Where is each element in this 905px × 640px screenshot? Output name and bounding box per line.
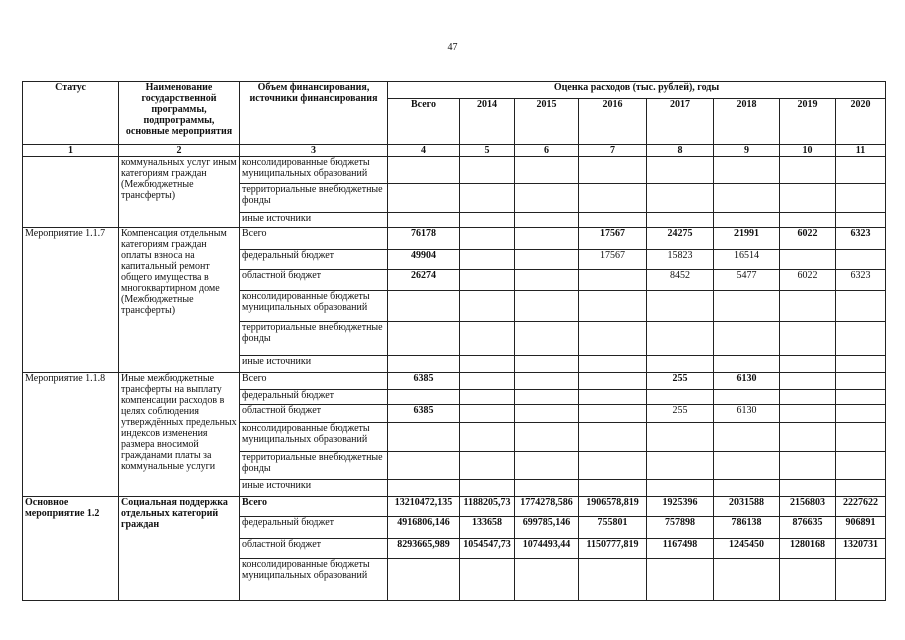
value-cell: 1150777,819	[579, 539, 647, 559]
value-cell	[388, 423, 460, 452]
value-cell	[515, 270, 579, 291]
value-cell: 1054547,73	[460, 539, 515, 559]
status-cell: Мероприятие 1.1.7	[23, 228, 119, 373]
value-cell: 1774278,586	[515, 497, 579, 517]
value-cell	[460, 356, 515, 373]
status-cell	[23, 157, 119, 228]
value-cell	[780, 373, 836, 390]
value-cell: 4916806,146	[388, 517, 460, 539]
header-year: 2016	[579, 99, 647, 145]
program-name-cell: Иные межбюджетные трансферты на выплату компенсации расходов в целях соблюдения утверждённых предельных индексов изменения размера вносимой гражданами платы за коммунальные услуги	[119, 373, 240, 497]
value-cell	[836, 390, 886, 405]
value-cell	[515, 390, 579, 405]
value-cell	[579, 157, 647, 184]
value-cell	[714, 157, 780, 184]
value-cell	[460, 250, 515, 270]
value-cell	[836, 213, 886, 228]
column-number: 5	[460, 145, 515, 157]
value-cell: 1925396	[647, 497, 714, 517]
value-cell	[836, 405, 886, 423]
table-row	[23, 228, 886, 250]
source-cell: консолидированные бюджеты муниципальных образований	[240, 559, 388, 601]
value-cell: 786138	[714, 517, 780, 539]
value-cell	[780, 390, 836, 405]
value-cell: 876635	[780, 517, 836, 539]
value-cell	[647, 184, 714, 213]
header-status: Статус	[23, 82, 119, 145]
program-name-cell: Компенсация отдельным категориям граждан оплаты взноса на капитальный ремонт общего имущества в многоквартирном доме (Межбюджетные трансферты)	[119, 228, 240, 373]
value-cell	[515, 322, 579, 356]
value-cell: 8293665,989	[388, 539, 460, 559]
value-cell: 6323	[836, 270, 886, 291]
value-cell	[460, 228, 515, 250]
source-cell: Всего	[240, 497, 388, 517]
header-volume: Объем финансирования, источники финансирования	[240, 82, 388, 145]
source-cell: территориальные внебюджетные фонды	[240, 322, 388, 356]
value-cell: 26274	[388, 270, 460, 291]
value-cell	[780, 452, 836, 480]
value-cell	[579, 213, 647, 228]
source-cell: иные источники	[240, 213, 388, 228]
value-cell	[780, 291, 836, 322]
column-number: 10	[780, 145, 836, 157]
value-cell: 6022	[780, 270, 836, 291]
source-cell: консолидированные бюджеты муниципальных образований	[240, 423, 388, 452]
header-estimate: Оценка расходов (тыс. рублей), годы	[388, 82, 886, 99]
value-cell	[515, 373, 579, 390]
header-total: Всего	[388, 99, 460, 145]
value-cell: 16514	[714, 250, 780, 270]
value-cell	[460, 213, 515, 228]
value-cell: 6130	[714, 373, 780, 390]
value-cell	[647, 423, 714, 452]
table-row	[23, 157, 886, 184]
value-cell	[579, 452, 647, 480]
value-cell	[836, 423, 886, 452]
value-cell: 906891	[836, 517, 886, 539]
value-cell: 1320731	[836, 539, 886, 559]
value-cell	[460, 423, 515, 452]
value-cell	[579, 559, 647, 601]
value-cell	[515, 157, 579, 184]
value-cell	[579, 291, 647, 322]
source-cell: иные источники	[240, 356, 388, 373]
table-row	[23, 373, 886, 390]
value-cell: 755801	[579, 517, 647, 539]
value-cell	[515, 291, 579, 322]
value-cell	[836, 480, 886, 497]
source-cell: консолидированные бюджеты муниципальных образований	[240, 291, 388, 322]
column-number: 3	[240, 145, 388, 157]
value-cell	[714, 423, 780, 452]
value-cell	[388, 291, 460, 322]
page-number: 47	[447, 42, 458, 53]
value-cell	[647, 291, 714, 322]
value-cell	[515, 423, 579, 452]
table-row	[23, 497, 886, 517]
value-cell: 6385	[388, 373, 460, 390]
value-cell: 2227622	[836, 497, 886, 517]
value-cell: 21991	[714, 228, 780, 250]
value-cell	[579, 423, 647, 452]
value-cell	[714, 452, 780, 480]
value-cell: 13210472,135	[388, 497, 460, 517]
value-cell	[579, 390, 647, 405]
value-cell	[460, 322, 515, 356]
value-cell	[836, 322, 886, 356]
value-cell	[647, 480, 714, 497]
value-cell: 1280168	[780, 539, 836, 559]
value-cell	[388, 213, 460, 228]
source-cell: консолидированные бюджеты муниципальных образований	[240, 157, 388, 184]
header-year: 2019	[780, 99, 836, 145]
column-number: 9	[714, 145, 780, 157]
value-cell: 17567	[579, 250, 647, 270]
value-cell: 1245450	[714, 539, 780, 559]
value-cell	[388, 559, 460, 601]
value-cell: 6323	[836, 228, 886, 250]
value-cell: 133658	[460, 517, 515, 539]
column-number: 2	[119, 145, 240, 157]
header-program-name: Наименование государственной программы, подпрограммы, основные мероприятия	[119, 82, 240, 145]
value-cell	[579, 184, 647, 213]
value-cell	[579, 480, 647, 497]
header-year: 2015	[515, 99, 579, 145]
value-cell	[647, 213, 714, 228]
value-cell	[388, 157, 460, 184]
source-cell: территориальные внебюджетные фонды	[240, 452, 388, 480]
value-cell	[714, 213, 780, 228]
value-cell	[780, 480, 836, 497]
value-cell	[836, 291, 886, 322]
value-cell	[780, 250, 836, 270]
value-cell	[836, 373, 886, 390]
value-cell	[388, 452, 460, 480]
value-cell	[836, 356, 886, 373]
source-cell: федеральный бюджет	[240, 390, 388, 405]
value-cell	[388, 356, 460, 373]
value-cell	[388, 184, 460, 213]
value-cell: 6022	[780, 228, 836, 250]
value-cell	[515, 228, 579, 250]
column-number: 11	[836, 145, 886, 157]
value-cell: 757898	[647, 517, 714, 539]
value-cell: 699785,146	[515, 517, 579, 539]
header-year: 2014	[460, 99, 515, 145]
value-cell	[388, 390, 460, 405]
value-cell	[460, 270, 515, 291]
value-cell	[460, 405, 515, 423]
value-cell: 76178	[388, 228, 460, 250]
value-cell: 2031588	[714, 497, 780, 517]
value-cell: 17567	[579, 228, 647, 250]
value-cell	[460, 184, 515, 213]
value-cell: 2156803	[780, 497, 836, 517]
value-cell	[714, 184, 780, 213]
value-cell	[714, 480, 780, 497]
value-cell: 1906578,819	[579, 497, 647, 517]
value-cell	[515, 250, 579, 270]
value-cell	[515, 213, 579, 228]
value-cell: 8452	[647, 270, 714, 291]
value-cell	[780, 356, 836, 373]
value-cell: 49904	[388, 250, 460, 270]
value-cell	[460, 480, 515, 497]
column-number: 4	[388, 145, 460, 157]
program-name-cell: коммунальных услуг иным категориям граждан (Межбюджетные трансферты)	[119, 157, 240, 228]
value-cell	[780, 213, 836, 228]
header-year: 2017	[647, 99, 714, 145]
value-cell	[780, 322, 836, 356]
value-cell	[647, 390, 714, 405]
value-cell	[579, 322, 647, 356]
value-cell	[460, 452, 515, 480]
source-cell: Всего	[240, 373, 388, 390]
value-cell	[515, 452, 579, 480]
value-cell	[515, 405, 579, 423]
value-cell	[515, 480, 579, 497]
value-cell	[460, 390, 515, 405]
value-cell: 1074493,44	[515, 539, 579, 559]
column-number: 1	[23, 145, 119, 157]
value-cell	[780, 405, 836, 423]
value-cell	[579, 373, 647, 390]
value-cell	[579, 356, 647, 373]
value-cell	[836, 184, 886, 213]
budget-table	[22, 81, 886, 601]
value-cell	[780, 184, 836, 213]
value-cell	[515, 184, 579, 213]
value-cell	[460, 291, 515, 322]
value-cell	[579, 405, 647, 423]
source-cell: областной бюджет	[240, 539, 388, 559]
value-cell: 255	[647, 405, 714, 423]
status-cell: Основное мероприятие 1.2	[23, 497, 119, 601]
program-name-cell: Социальная поддержка отдельных категорий граждан	[119, 497, 240, 601]
value-cell	[714, 390, 780, 405]
value-cell	[780, 157, 836, 184]
value-cell: 5477	[714, 270, 780, 291]
value-cell	[780, 559, 836, 601]
value-cell	[647, 157, 714, 184]
header-year: 2018	[714, 99, 780, 145]
value-cell	[647, 452, 714, 480]
value-cell	[714, 559, 780, 601]
value-cell	[579, 270, 647, 291]
value-cell: 6385	[388, 405, 460, 423]
source-cell: федеральный бюджет	[240, 517, 388, 539]
value-cell	[714, 322, 780, 356]
value-cell: 255	[647, 373, 714, 390]
value-cell	[388, 480, 460, 497]
header-year: 2020	[836, 99, 886, 145]
value-cell	[515, 559, 579, 601]
value-cell	[388, 322, 460, 356]
value-cell	[647, 559, 714, 601]
value-cell	[460, 157, 515, 184]
value-cell: 15823	[647, 250, 714, 270]
column-number: 7	[579, 145, 647, 157]
value-cell: 24275	[647, 228, 714, 250]
value-cell	[714, 356, 780, 373]
source-cell: территориальные внебюджетные фонды	[240, 184, 388, 213]
value-cell	[647, 356, 714, 373]
value-cell	[515, 356, 579, 373]
value-cell: 1167498	[647, 539, 714, 559]
source-cell: Всего	[240, 228, 388, 250]
value-cell: 1188205,73	[460, 497, 515, 517]
source-cell: областной бюджет	[240, 270, 388, 291]
column-number: 6	[515, 145, 579, 157]
column-number: 8	[647, 145, 714, 157]
value-cell	[714, 291, 780, 322]
value-cell	[460, 559, 515, 601]
value-cell	[836, 250, 886, 270]
value-cell: 6130	[714, 405, 780, 423]
value-cell	[460, 373, 515, 390]
value-cell	[780, 423, 836, 452]
value-cell	[836, 559, 886, 601]
status-cell: Мероприятие 1.1.8	[23, 373, 119, 497]
source-cell: областной бюджет	[240, 405, 388, 423]
source-cell: иные источники	[240, 480, 388, 497]
source-cell: федеральный бюджет	[240, 250, 388, 270]
value-cell	[836, 452, 886, 480]
value-cell	[647, 322, 714, 356]
value-cell	[836, 157, 886, 184]
